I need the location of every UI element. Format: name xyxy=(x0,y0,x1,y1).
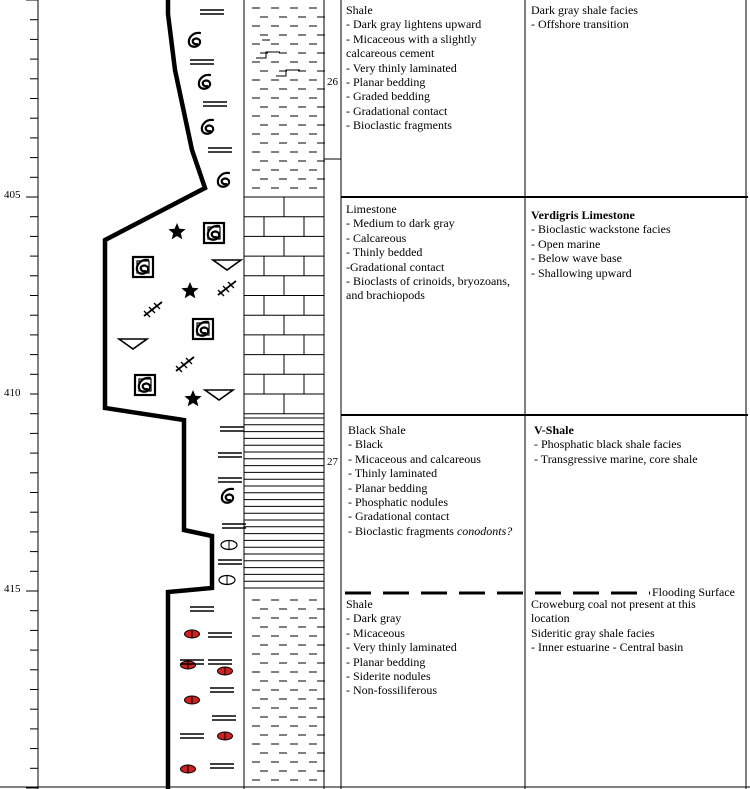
interpretation-line: Sideritic gray shale facies xyxy=(531,625,655,640)
description-line: - Bioclastic fragments xyxy=(346,118,452,133)
interpretation-line: - Below wave base xyxy=(531,251,622,266)
interpretation-line: - Transgressive marine, core shale xyxy=(534,451,698,466)
description-line xyxy=(348,524,512,538)
phosphatic-nodule-icon xyxy=(219,576,235,585)
description-line: - Bioclasts of crinoids, bryozoans, xyxy=(346,274,510,289)
unit-4-lithology: Shale xyxy=(346,597,373,611)
unit-2-formation-name: Verdigris Limestone xyxy=(531,208,635,222)
description-text: - Bioclastic fragments xyxy=(348,523,457,538)
lamination-icon xyxy=(212,716,236,720)
crinoid-icon xyxy=(176,357,194,372)
bioclast-icon xyxy=(189,33,200,47)
lamination-icon xyxy=(208,148,232,152)
description-line: - Planar bedding xyxy=(346,654,426,669)
bioclast-icon xyxy=(135,375,155,395)
star-icon xyxy=(168,223,185,239)
description-line: - Micaceous with a slightly xyxy=(346,31,477,46)
description-line: - Micaceous and calcareous xyxy=(348,451,481,466)
unit-1-description xyxy=(346,3,481,133)
bed-number-column xyxy=(324,0,341,789)
interpretation-line: Croweburg coal not present at this xyxy=(531,597,696,611)
description-line: - Dark gray xyxy=(346,611,402,626)
unit-1-interpretation xyxy=(531,3,638,32)
crinoid-icon xyxy=(218,281,236,296)
brachiopod-icon xyxy=(205,390,233,400)
bioclast-icon xyxy=(133,257,153,277)
depth-axis xyxy=(26,0,38,789)
description-line: calcareous cement xyxy=(346,46,435,61)
description-line: - Thinly bedded xyxy=(346,245,423,260)
bioclast-icon xyxy=(222,489,233,503)
description-line: - Medium to dark gray xyxy=(346,216,455,231)
lamination-icon xyxy=(203,102,227,106)
shale-pattern xyxy=(252,600,325,780)
bioclast-icon xyxy=(193,319,213,339)
lamination-icon xyxy=(218,453,242,457)
depth-label-415: 415 xyxy=(4,583,21,595)
flooding-surface-label: Flooding Surface xyxy=(652,585,735,599)
unit-3-lithology: Black Shale xyxy=(348,423,406,437)
siderite-nodule-icon xyxy=(218,732,233,740)
unit-2-description xyxy=(346,202,510,303)
unit-4-description xyxy=(346,597,457,698)
limestone-pattern xyxy=(244,197,324,414)
description-line: - Phosphatic nodules xyxy=(348,495,448,510)
siderite-nodule-icon xyxy=(181,661,196,669)
bed-number-27: 27 xyxy=(327,456,338,468)
lamination-icon xyxy=(190,60,214,64)
interpretation-line: location xyxy=(531,611,570,626)
interpretation-line: - Open marine xyxy=(531,236,601,251)
interpretation-line: - Inner estuarine - Central basin xyxy=(531,640,684,655)
brachiopod-icon xyxy=(213,260,241,270)
interpretation-line: - Phosphatic black shale facies xyxy=(534,437,682,452)
siderite-nodule-icon xyxy=(181,765,196,773)
unit-4-interpretation xyxy=(531,597,696,655)
grain-size-profile xyxy=(105,0,212,789)
description-line: - Calcareous xyxy=(346,230,407,245)
bioclast-icon xyxy=(204,223,224,243)
description-line: - Very thinly laminated xyxy=(346,640,457,655)
interpretation-line: - Bioclastic wackstone facies xyxy=(531,222,671,237)
crinoid-icon xyxy=(144,302,162,317)
lamination-icon xyxy=(190,607,214,611)
description-line: - Planar bedding xyxy=(346,75,426,90)
lamination-icon xyxy=(210,764,234,768)
siderite-nodule-icon xyxy=(185,696,200,704)
description-line: - Black xyxy=(348,437,383,452)
description-line: -Gradational contact xyxy=(346,259,445,274)
interpretation-line: - Offshore transition xyxy=(531,17,629,32)
lamination-icon xyxy=(218,478,242,482)
description-line: - Thinly laminated xyxy=(348,466,438,481)
depth-label-405: 405 xyxy=(4,189,21,201)
description-italic-text: conodonts? xyxy=(456,523,513,538)
lithology-pattern-column xyxy=(244,0,325,789)
unit-1-lithology: Shale xyxy=(346,3,373,17)
star-icon xyxy=(181,282,198,298)
shale-pattern xyxy=(252,8,325,188)
lamination-icon xyxy=(208,633,232,637)
lamination-icon xyxy=(180,734,204,738)
description-line: - Gradational contact xyxy=(346,103,448,118)
description-line: - Micaceous xyxy=(346,625,405,640)
description-line: - Dark gray lightens upward xyxy=(346,17,482,32)
description-line: - Siderite nodules xyxy=(346,669,431,684)
unit-2-interpretation xyxy=(531,208,671,280)
description-line: - Non-fossiliferous xyxy=(346,683,437,698)
description-line: - Gradational contact xyxy=(348,509,450,524)
lamination-icon xyxy=(220,427,244,431)
interpretation-line: - Shallowing upward xyxy=(531,265,632,280)
black-shale-pattern xyxy=(244,418,324,588)
siderite-nodule-icon xyxy=(218,667,233,675)
description-line: - Very thinly laminated xyxy=(346,60,457,75)
unit-3-formation-name: V-Shale xyxy=(534,423,574,437)
lamination-icon xyxy=(218,560,242,564)
lamination-icon xyxy=(200,10,224,14)
lamination-icon xyxy=(222,524,246,528)
description-line: - Planar bedding xyxy=(348,480,428,495)
bioclast-icon xyxy=(218,173,229,187)
unit-2-lithology: Limestone xyxy=(346,202,397,216)
description-line: - Graded bedding xyxy=(346,89,430,104)
bioclast-icon xyxy=(199,75,210,89)
brachiopod-icon xyxy=(119,339,147,349)
unit-3-description xyxy=(348,423,512,538)
interpretation-line: Dark gray shale facies xyxy=(531,3,638,17)
lamination-icon xyxy=(210,688,234,692)
siderite-nodule-icon xyxy=(185,630,200,638)
lamination-icon xyxy=(208,660,232,664)
bioclast-icon xyxy=(202,120,213,134)
description-line: and brachiopods xyxy=(346,288,425,303)
unit-3-interpretation xyxy=(534,423,698,466)
phosphatic-nodule-icon xyxy=(221,541,237,550)
sedimentary-symbols xyxy=(119,10,246,773)
depth-label-410: 410 xyxy=(4,387,21,399)
bed-number-26: 26 xyxy=(327,76,338,88)
star-icon xyxy=(184,390,201,406)
